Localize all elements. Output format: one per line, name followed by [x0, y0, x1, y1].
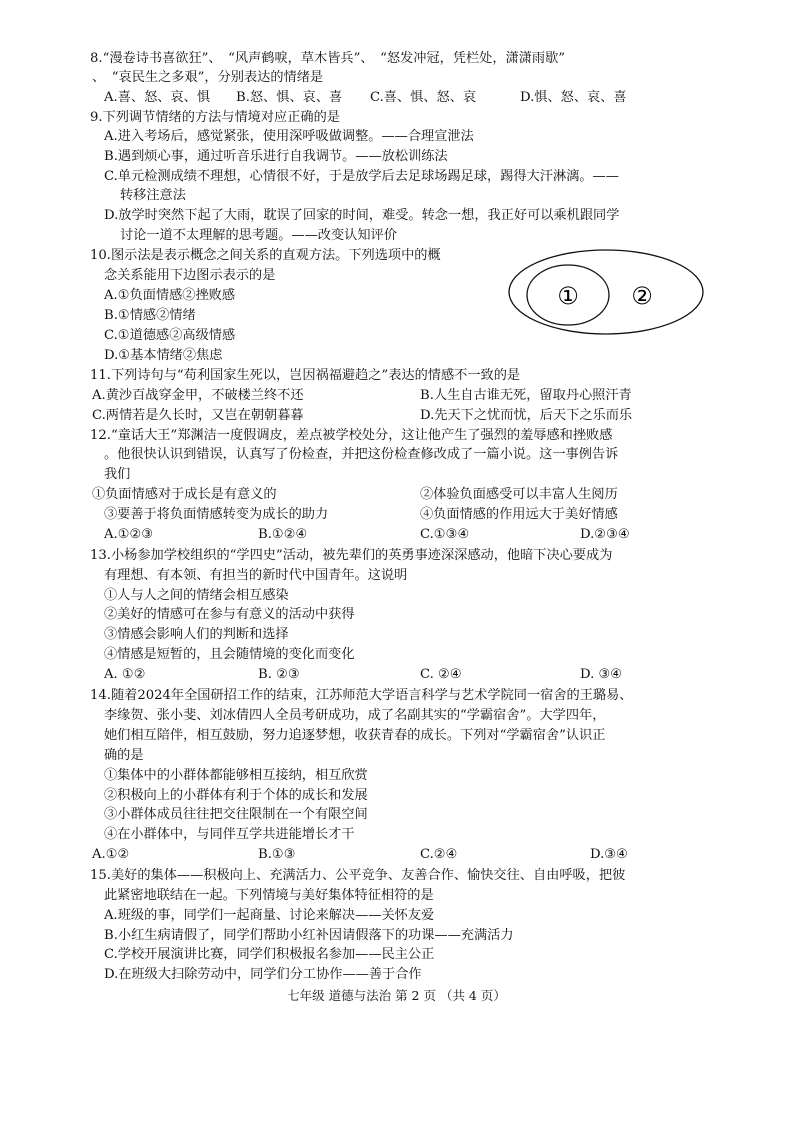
- q9-option-c-line1: C.单元检测成绩不理想，心情很不好，于是放学后去足球场踢足球，踢得大汗淋漓。——: [104, 169, 619, 184]
- q11-option-d: D.先天下之忧而忧，后天下之乐而乐: [420, 408, 633, 423]
- q12-statement-3: ③要善于将负面情感转变为成长的助力: [104, 507, 329, 522]
- q10-option-b: B.①情感②情绪: [104, 308, 196, 323]
- q12-option-d: D.②③④: [580, 527, 630, 542]
- q12-option-a: A.①②③: [104, 527, 154, 542]
- q11-option-b: B.人生自古谁无死，留取丹心照汗青: [420, 388, 632, 403]
- q12-statement-2: ②体验负面感受可以丰富人生阅历: [420, 487, 618, 502]
- q13-statement-2: ②美好的情感可在参与有意义的活动中获得: [104, 607, 355, 622]
- page-footer: 七年级 道德与法治 第 2 页 （共 4 页）: [287, 988, 506, 1003]
- q14-option-a: A.①②: [92, 847, 130, 862]
- diagram-label-1: ①: [557, 282, 579, 310]
- q9-option-d-line2: 讨论一道不太理解的思考题。——改变认知评价: [120, 228, 397, 243]
- q9-option-c-line2: 转移注意法: [120, 188, 186, 203]
- q8-stem-line2: 、 “哀民生之多艰”，分别表达的情绪是: [92, 70, 324, 85]
- q11-stem: 11.下列诗句与“苟利国家生死以，岂因祸福避趋之”表达的情感不一致的是: [90, 368, 521, 383]
- diagram-label-2: ②: [631, 282, 653, 310]
- q12-stem-line3: 我们: [104, 467, 131, 482]
- q9-option-b: B.遇到烦心事，通过听音乐进行自我调节。——放松训练法: [104, 149, 448, 164]
- q10-option-c: C.①道德感②高级情感: [104, 328, 236, 343]
- q13-statement-4: ④情感是短暂的，且会随情境的变化而变化: [104, 647, 355, 662]
- q12-statement-4: ④负面情感的作用远大于美好情感: [420, 507, 618, 522]
- q8-option-a: A.喜、怒、哀、惧: [104, 90, 211, 105]
- q15-stem-line1: 15.美好的集体——积极向上、充满活力、公平竞争、友善合作、愉快交往、自由呼吸，把彼: [90, 868, 626, 883]
- q12-option-b: B.①②④: [258, 527, 308, 542]
- q13-option-a: A. ①②: [104, 667, 146, 682]
- q8-stem-line1: 8.“漫卷诗书喜欲狂”、 “风声鹤唳，草木皆兵”、 “怒发冲冠，凭栏处，潇潇雨歇”: [90, 51, 566, 66]
- q14-option-c: C.②④: [420, 847, 458, 862]
- q15-option-a: A.班级的事，同学们一起商量、讨论来解决——关怀友爱: [104, 908, 435, 923]
- q13-statement-3: ③情感会影响人们的判断和选择: [104, 627, 289, 642]
- q15-option-d: D.在班级大扫除劳动中，同学们分工协作——善于合作: [104, 967, 422, 982]
- q15-stem-line2: 此紧密地联结在一起。下列情境与美好集体特征相符的是: [104, 888, 434, 903]
- q15-option-c: C.学校开展演讲比赛，同学们积极报名参加——民主公正: [104, 947, 435, 962]
- q12-stem-line2: 。他很快认识到错误，认真写了份检查，并把这份检查修改成了一篇小说。这一事例告诉: [104, 447, 619, 462]
- q9-stem: 9.下列调节情绪的方法与情境对应正确的是: [90, 110, 340, 125]
- q14-statement-3: ③小群体成员往往把交往限制在一个有限空间: [104, 807, 368, 822]
- q13-option-d: D. ③④: [580, 667, 623, 682]
- q12-option-c: C.①③④: [420, 527, 470, 542]
- q14-stem-line4: 确的是: [104, 748, 144, 763]
- q14-statement-4: ④在小群体中，与同伴互学共进能增长才干: [104, 827, 355, 842]
- q13-option-c: C. ②④: [420, 667, 462, 682]
- q10-option-d: D.①基本情绪②焦虑: [104, 348, 223, 363]
- q8-option-d: D.惧、怒、哀、喜: [520, 90, 627, 105]
- q11-option-a: A.黄沙百战穿金甲，不破楼兰终不还: [92, 388, 304, 403]
- q13-option-b: B. ②③: [258, 667, 300, 682]
- q8-option-b: B.怒、惧、哀、喜: [236, 90, 343, 105]
- q10-stem-line2: 念关系能用下边图示表示的是: [104, 268, 276, 283]
- outer-ellipse: [509, 250, 703, 334]
- q13-statement-1: ①人与人之间的情绪会相互感染: [104, 588, 289, 603]
- q13-stem-line1: 13.小杨参加学校组织的“学四史”活动，被先辈们的英勇事迹深深感动，他暗下决心要成为: [90, 548, 613, 563]
- q14-stem-line3: 她们相互陪伴，相互鼓励，努力追逐梦想，收获青春的成长。下列对“学霸宿舍”认识正: [104, 728, 606, 743]
- q14-option-d: D.③④: [590, 847, 628, 862]
- q9-option-a: A.进入考场后，感觉紧张，使用深呼吸做调整。——合理宣泄法: [104, 129, 474, 144]
- q14-statement-2: ②积极向上的小群体有利于个体的成长和发展: [104, 788, 368, 803]
- q13-stem-line2: 有理想、有本领、有担当的新时代中国青年。这说明: [104, 568, 408, 583]
- q12-statement-1: ①负面情感对于成长是有意义的: [92, 487, 277, 502]
- q15-option-b: B.小红生病请假了，同学们帮助小红补因请假落下的功课——充满活力: [104, 928, 514, 943]
- concept-diagram: [506, 246, 706, 336]
- q14-statement-1: ①集体中的小群体都能够相互接纳，相互欣赏: [104, 768, 368, 783]
- q14-option-b: B.①③: [258, 847, 296, 862]
- q8-option-c: C.喜、惧、怒、哀: [370, 90, 477, 105]
- q9-option-d-line1: D.放学时突然下起了大雨，耽误了回家的时间，难受。转念一想，我正好可以乘机跟同学: [104, 208, 620, 223]
- q10-option-a: A.①负面情感②挫败感: [104, 288, 236, 303]
- q11-option-c: C.两情若是久长时，又岂在朝朝暮暮: [92, 408, 304, 423]
- q10-stem-line1: 10.图示法是表示概念之间关系的直观方法。下列选项中的概: [90, 248, 441, 263]
- q14-stem-line1: 14.随着2024年全国研招工作的结束，江苏师范大学语言科学与艺术学院同一宿舍的王璐易、: [90, 688, 633, 703]
- q14-stem-line2: 李缘贺、张小斐、刘冰倩四人全员考研成功，成了名副其实的“学霸宿舍”。大学四年，: [104, 708, 606, 723]
- q12-stem-line1: 12.“童话大王”郑渊洁一度假调皮，差点被学校处分，这让他产生了强烈的羞辱感和挫败感: [90, 428, 613, 443]
